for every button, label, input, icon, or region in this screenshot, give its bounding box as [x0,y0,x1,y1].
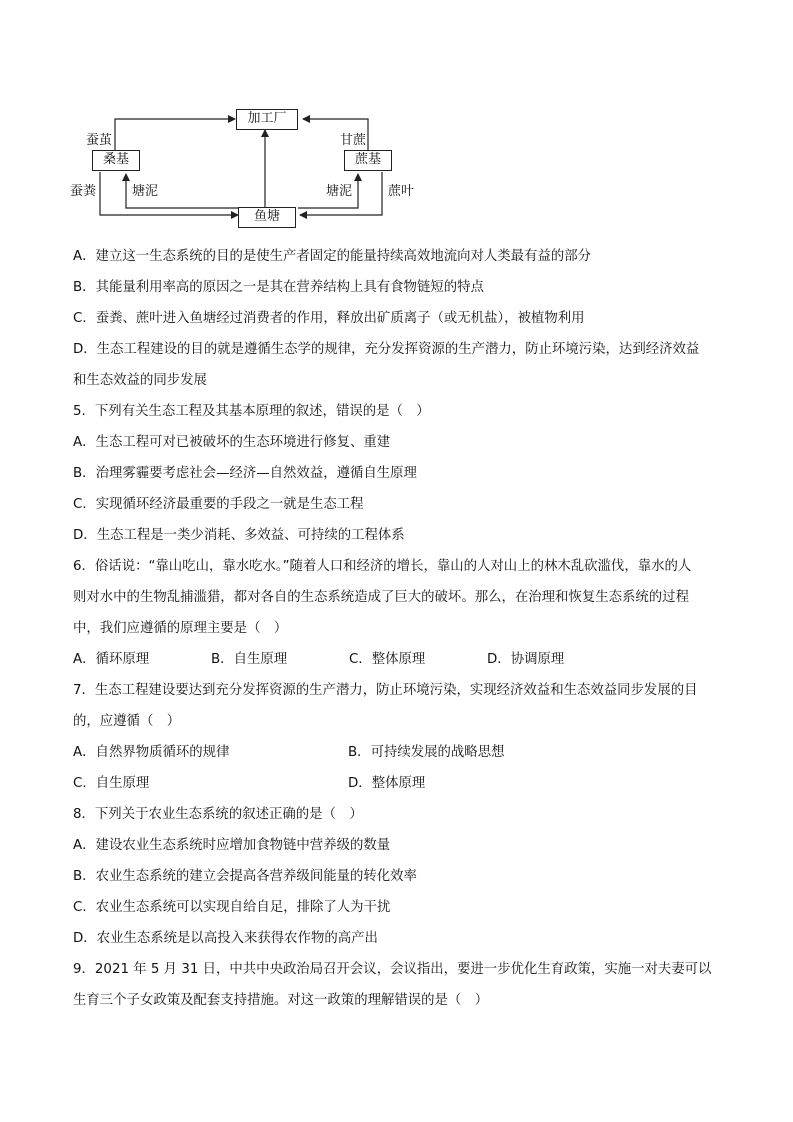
q8-option-c: C．农业生态系统可以实现自给自足，排除了人为干扰 [73,900,391,915]
cane-label: 甘蔗 [340,133,367,148]
factory-box: 加工厂 [236,109,298,130]
silkworm-dung-label: 蚕粪 [70,184,97,199]
q7-option-b: B．可持续发展的战略思想 [348,745,505,760]
q6-option-b: B．自生原理 [211,652,288,667]
q5-option-c: C．实现循环经济最重要的手段之一就是生态工程 [73,497,364,512]
mud-left-label: 塘泥 [132,184,159,199]
q5-option-b: B．治理雾霾要考虑社会—经济—自然效益，遵循自生原理 [73,466,417,481]
q4-option-d: D．生态工程建设的目的就是遵循生态学的规律，充分发挥资源的生产潜力，防止环境污染，达到经济效益 [73,342,700,357]
arrow-mulberry-to-factory [115,119,235,150]
leaves-label: 蔗叶 [388,184,415,199]
q9-stem-1: 9．2021 年 5 月 31 日，中共中央政治局召开会议，会议指出，要进一步优化生育政策，实施一对夫妻可以 [73,962,712,977]
mulberry-box: 桑基 [92,150,140,171]
q7-option-d: D．整体原理 [348,776,426,791]
q7-options-row1 [73,742,723,773]
q6-stem-2: 则对水中的生物乱捕滥猎，都对各自的生态系统造成了巨大的破坏。那么，在治理和恢复生态系统的过程 [73,590,689,605]
q7-option-a: A．自然界物质循环的规律 [73,745,230,760]
q6-stem-3: 中，我们应遵循的原理主要是（ ） [73,621,288,636]
q6-option-c: C．整体原理 [349,652,426,667]
silkworm-label: 蚕茧 [86,133,113,148]
q4-option-c: C．蚕粪、蔗叶进入鱼塘经过消费者的作用，释放出矿质离子（或无机盐），被植物利用 [73,311,585,326]
q8-option-b: B．农业生态系统的建立会提高各营养级间能量的转化效率 [73,869,417,884]
pond-box: 鱼塘 [238,207,296,228]
q9-stem-2: 生育三个子女政策及配套支持措施。对这一政策的理解错误的是（ ） [73,993,489,1008]
mud-right-label: 塘泥 [326,184,353,199]
q4-option-d-cont: 和生态效益的同步发展 [73,373,207,388]
q7-option-c: C．自生原理 [73,776,150,791]
question-list [73,246,723,1021]
q8-stem: 8．下列关于农业生态系统的叙述正确的是（ ） [73,807,363,822]
q7-options-row2 [73,773,723,804]
mulberry-fishpond-diagram [70,104,430,236]
q8-option-d: D．农业生态系统是以高投入来获得农作物的高产出 [73,931,378,946]
q7-stem-1: 7．生态工程建设要达到充分发挥资源的生产潜力，防止环境污染，实现经济效益和生态效益同步发展的目 [73,683,698,698]
q6-option-d: D．协调原理 [487,652,565,667]
q5-option-a: A．生态工程可对已被破坏的生态环境进行修复、重建 [73,435,391,450]
q5-stem: 5．下列有关生态工程及其基本原理的叙述，错误的是（ ） [73,404,430,419]
q6-stem-1: 6．俗话说：“靠山吃山，靠水吃水。”随着人口和经济的增长，靠山的人对山上的林木乱砍滥伐，靠水的人 [73,559,692,574]
q4-option-a: A．建立这一生态系统的目的是使生产者固定的能量持续高效地流向对人类最有益的部分 [73,249,592,264]
q6-options [73,649,723,680]
q4-option-b: B．其能量利用率高的原因之一是其在营养结构上具有食物链短的特点 [73,280,484,295]
q8-option-a: A．建设农业生态系统时应增加食物链中营养级的数量 [73,838,391,853]
q7-stem-2: 的，应遵循（ ） [73,714,181,729]
q5-option-d: D．生态工程是一类少消耗、多效益、可持续的工程体系 [73,528,405,543]
q6-option-a: A．循环原理 [73,652,150,667]
sugarcane-box: 蔗基 [344,150,392,171]
